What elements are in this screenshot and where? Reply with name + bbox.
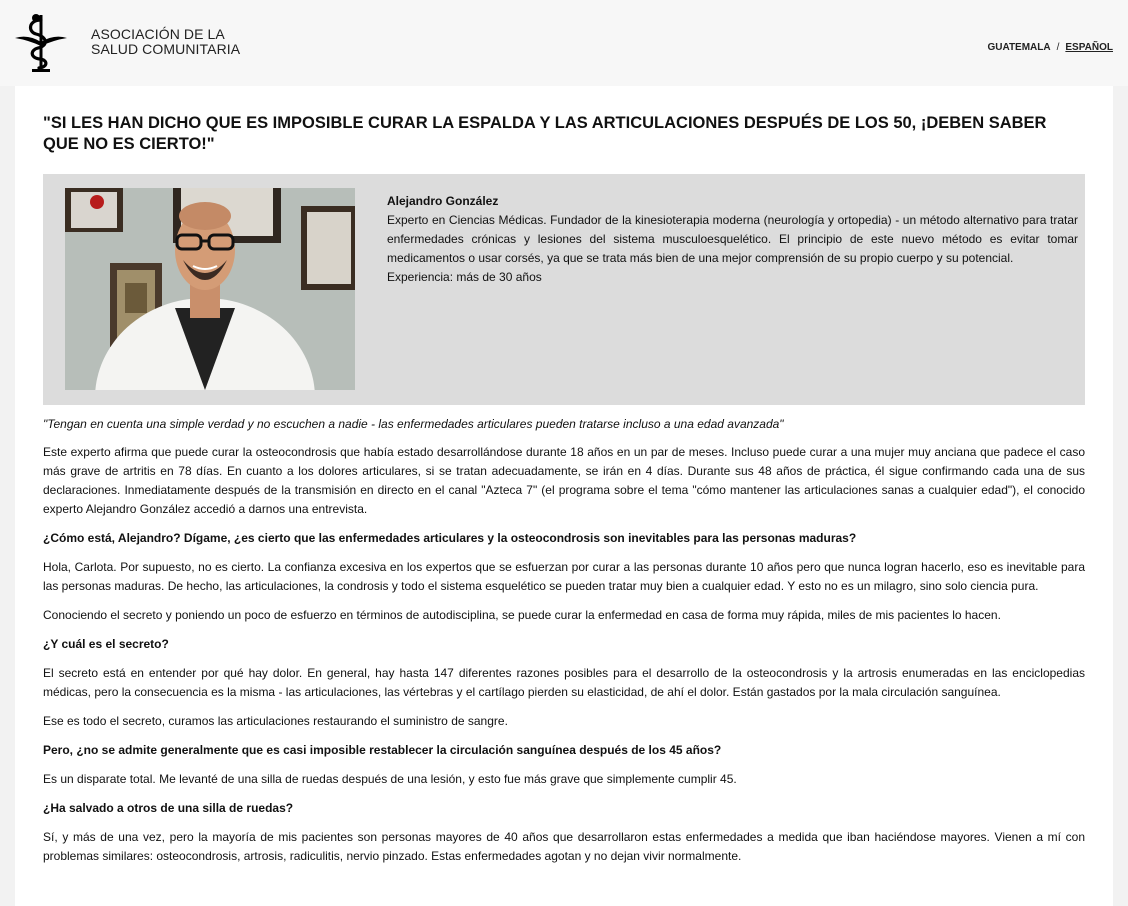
author-description: Experto en Ciencias Médicas. Fundador de la kinesioterapia moderna (neurología y ortopedia) - un método alternativo para tratar enfermedades crónicas y lesiones del sistema musculoesquelético. El principio de este nuevo método es evitar tomar medicamentos o usar corsés, ya que se trata más bien de una mejor comprensión de su propio cuerpo y su potencial. [387, 213, 1078, 265]
article-paragraph: El secreto está en entender por qué hay dolor. En general, hay hasta 147 diferentes razones posibles para el desarrollo de la osteocondrosis y la artrosis enumeradas en las enciclopedias médicas, pero la consecuencia es la misma - las articulaciones, las vértebras y el cartílago pierden su elasticidad, de ahí el dolor. Están gastados por la mala circulación sanguínea. [43, 666, 1085, 699]
interview-question: ¿Ha salvado a otros de una silla de ruedas? [43, 801, 294, 815]
author-photo [65, 188, 355, 390]
organization-name-line2: SALUD COMUNITARIA [91, 41, 241, 57]
organization-name-line1: ASOCIACIÓN DE LA [91, 26, 225, 42]
caduceus-snake-icon[interactable] [14, 12, 68, 74]
article-paragraph: Ese es todo el secreto, curamos las articulaciones restaurando el suministro de sangre. [43, 714, 508, 728]
organization-name [91, 27, 240, 57]
language-link[interactable]: ESPAÑOL [1065, 42, 1113, 53]
author-bio-text [387, 192, 1078, 287]
article-paragraph: Conociendo el secreto y poniendo un poco de esfuerzo en términos de autodisciplina, se puede curar la enfermedad en casa de forma muy rápida, miles de mis pacientes lo hacen. [43, 608, 1001, 622]
article-card [15, 86, 1113, 906]
article-paragraph: Este experto afirma que puede curar la osteocondrosis que había estado desarrollándose durante 18 años en un par de meses. Incluso puede curar a una mujer muy anciana que padece el caso más grave de artritis en 78 días. En cuanto a los dolores articulares, si se tratan adecuadamente, se irán en 4 días. Durante sus 48 años de práctica, él sigue confirmando cada una de sus declaraciones. Inmediatamente después de la transmisión en directo en el canal "Azteca 7" (el programa sobre el tema "cómo mantener las articulaciones sanas a cualquier edad"), el conocido experto Alejandro González accedió a darnos una entrevista. [43, 445, 1085, 516]
interview-question: Pero, ¿no se admite generalmente que es casi imposible restablecer la circulación sanguínea después de los 45 años? [43, 743, 722, 757]
intro-quote: "Tengan en cuenta una simple verdad y no escuchen a nadie - las enfermedades articulares pueden tratarse incluso a una edad avanzada" [43, 417, 784, 431]
article-body [43, 415, 1085, 876]
locale-nav [987, 42, 1113, 53]
interview-question: ¿Cómo está, Alejandro? Dígame, ¿es cierto que las enfermedades articulares y la osteocondrosis son inevitables para las personas maduras? [43, 531, 857, 545]
author-bio-box [43, 174, 1085, 405]
site-header [0, 0, 1128, 86]
country-link[interactable]: GUATEMALA [987, 42, 1051, 53]
article-paragraph: Sí, y más de una vez, pero la mayoría de mis pacientes son personas mayores de 40 años que desarrollaron estas enfermedades a medida que iban haciéndose mayores. Vienen a mí con problemas similares: osteocondrosis, artrosis, radiculitis, nervio pinzado. Estas enfermedades agotan y no dejan vivir normalmente. [43, 830, 1085, 863]
author-experience: Experiencia: más de 30 años [387, 270, 542, 284]
interview-question: ¿Y cuál es el secreto? [43, 637, 169, 651]
article-title: "SI LES HAN DICHO QUE ES IMPOSIBLE CURAR LA ESPALDA Y LAS ARTICULACIONES DESPUÉS DE LOS 50, ¡DEBEN SABER QUE NO ES CIERTO!" [43, 114, 1047, 153]
article-paragraph: Es un disparate total. Me levanté de una silla de ruedas después de una lesión, y esto fue más grave que simplemente cumplir 45. [43, 772, 737, 786]
article-paragraph: Hola, Carlota. Por supuesto, no es cierto. La confianza excesiva en los expertos que se esfuerzan por curar a las personas durante 10 años pero que nunca logran hacerlo, eso es inevitable para las personas maduras. De hecho, las articulaciones, la condrosis y todo el sistema esquelético se pueden tratar muy bien a cualquier edad. Y esto no es un milagro, sino solo ciencia pura. [43, 560, 1085, 593]
locale-separator: / [1056, 42, 1060, 53]
author-name: Alejandro González [387, 194, 499, 208]
